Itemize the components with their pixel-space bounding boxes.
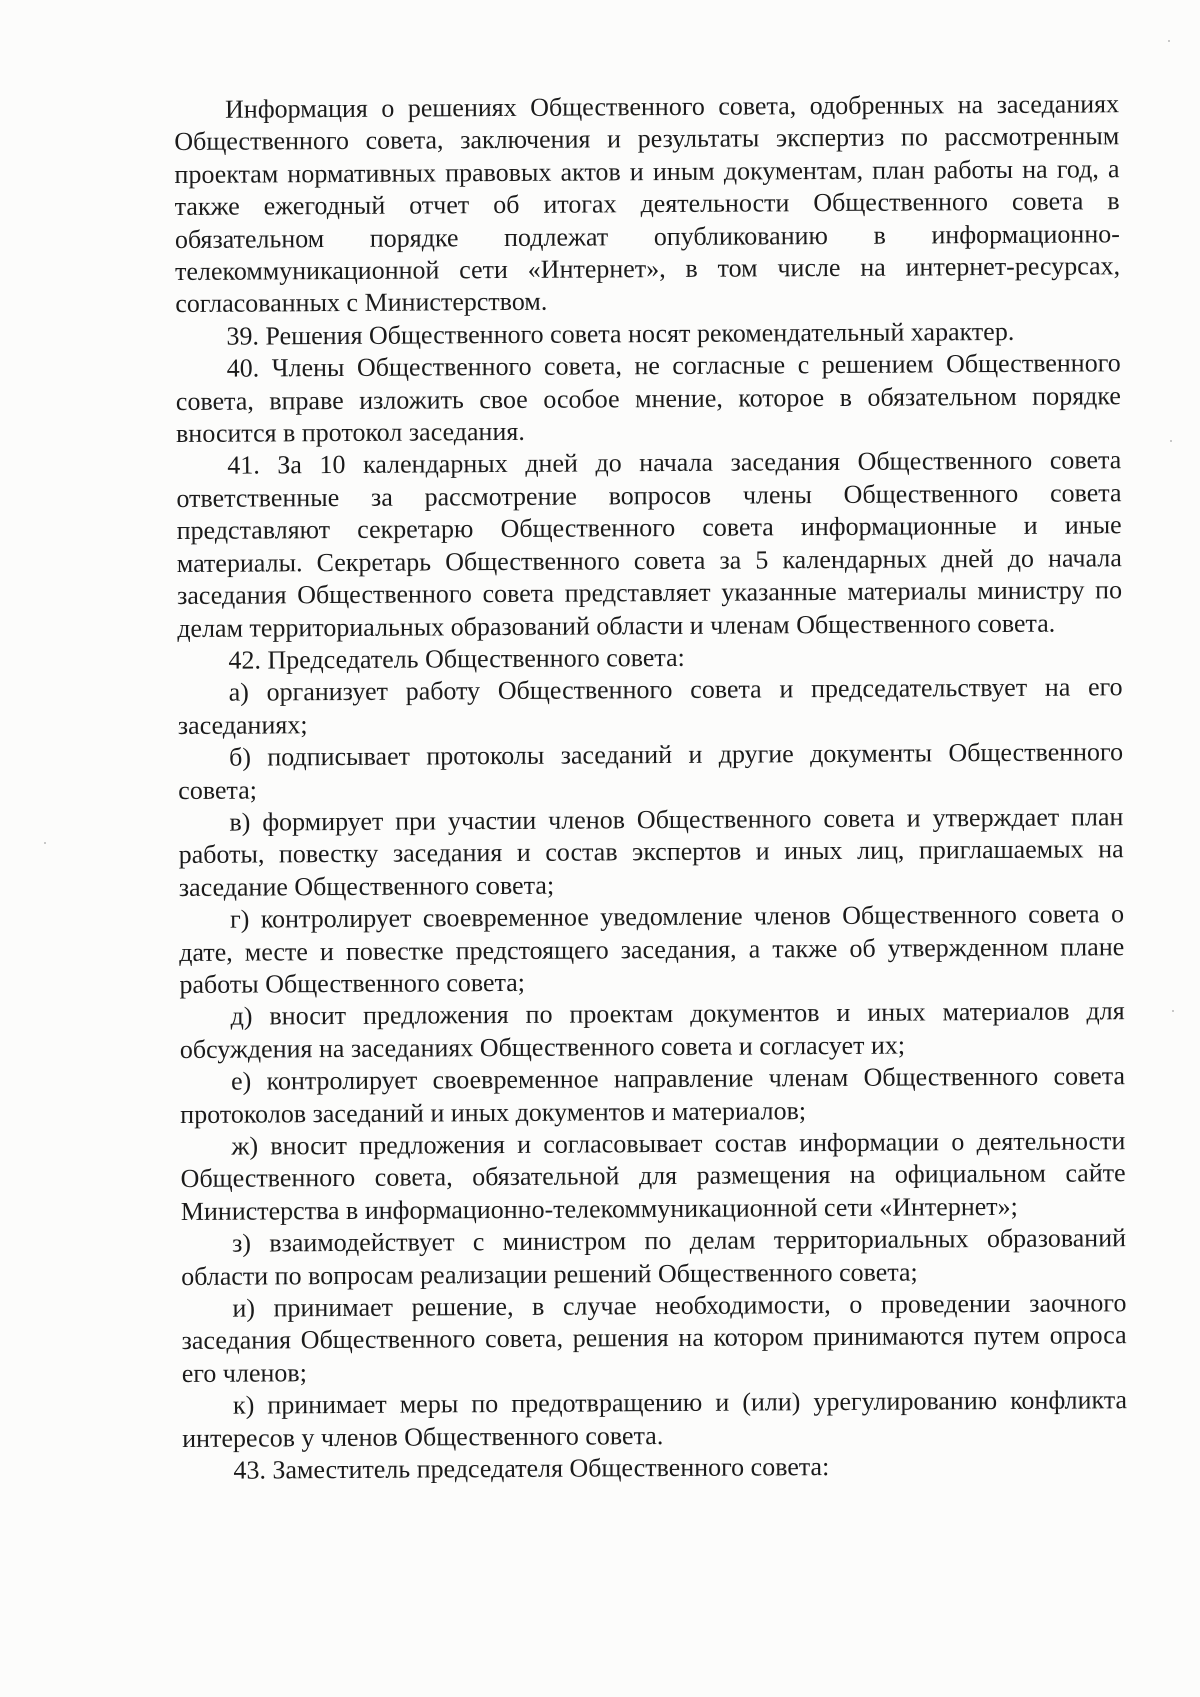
paragraph-42-z: з) взаимодействует с министром по делам территориальных образований области по вопросам реализации решений Общественного совета;: [181, 1223, 1127, 1291]
paragraph-42-heading: 42. Председатель Общественного совета:: [228, 642, 685, 675]
paragraph-publication-info: Информация о решениях Общественного совета, одобренных на заседаниях Общественного совета, заключения и результаты экспертиз по рассмотренным проектам нормативных правовых актов и иным документам, план работы на год, а также ежегодный отчет об итогах деятельности Общественного совета в обязательном порядке подлежат опубликованию в информационно-телекоммуникационной сети «Интернет», в том числе на интернет-ресурсах, согласованных с Министерством.: [174, 89, 1121, 319]
paragraph-42-b: б) подписывает протоколы заседаний и другие документы Общественного совета;: [178, 737, 1124, 805]
paragraph-40: 40. Члены Общественного совета, не согласные с решением Общественного совета, вправе изложить свое особое мнение, которое в обязательном порядке вносится в протокол заседания.: [175, 348, 1121, 449]
paragraph-43-heading: 43. Заместитель председателя Общественного совета:: [233, 1452, 830, 1485]
scan-speck: [1168, 40, 1170, 42]
paragraph-42-k: к) принимает меры по предотвращению и (или) урегулированию конфликта интересов у членов Общественного совета.: [182, 1385, 1128, 1453]
paragraph-42-g: г) контролирует своевременное уведомление членов Общественного совета о дате, месте и повестке предстоящего заседания, а также об утвержденном плане работы Общественного совета;: [179, 899, 1125, 999]
paragraph-42-i: и) принимает решение, в случае необходимости, о проведении заочного заседания Общественного совета, решения на котором принимаются путем опроса его членов;: [181, 1288, 1127, 1388]
scan-speck: [1170, 440, 1172, 442]
scan-speck: [1172, 1010, 1174, 1012]
paragraph-41: 41. За 10 календарных дней до начала заседания Общественного совета ответственные за рассмотрение вопросов члены Общественного совета представляют секретарю Общественного совета информационные и иные материалы. Секретарь Общественного совета за 5 календарных дней до начала заседания Общественного совета представляет указанные материалы министру по делам территориальных образований области и членам Общественного совета.: [176, 445, 1123, 643]
scan-speck: [44, 842, 46, 844]
paragraph-42-v: в) формирует при участии членов Общественного совета и утверждает план работы, повестку заседания и состав экспертов и иных лиц, приглашаемых на заседание Общественного совета;: [178, 802, 1124, 902]
paragraph-42-e: е) контролирует своевременное направление членам Общественного совета протоколов заседаний и иных документов и материалов;: [180, 1061, 1126, 1129]
document-body: [174, 88, 1127, 1487]
paragraph-42-a: а) организует работу Общественного совета и председательствует на его заседаниях;: [177, 672, 1123, 740]
paragraph-42-zh: ж) вносит предложения и согласовывает состав информации о деятельности Общественного совета, обязательной для размещения на официальном сайте Министерства в информационно-телекоммуникационной сети «Интернет»;: [180, 1126, 1126, 1226]
paragraph-39: 39. Решения Общественного совета носят рекомендательный характер.: [226, 316, 1015, 351]
paragraph-42-d: д) вносит предложения по проектам документов и иных материалов для обсуждения на заседаниях Общественного совета и согласует их;: [179, 996, 1125, 1064]
